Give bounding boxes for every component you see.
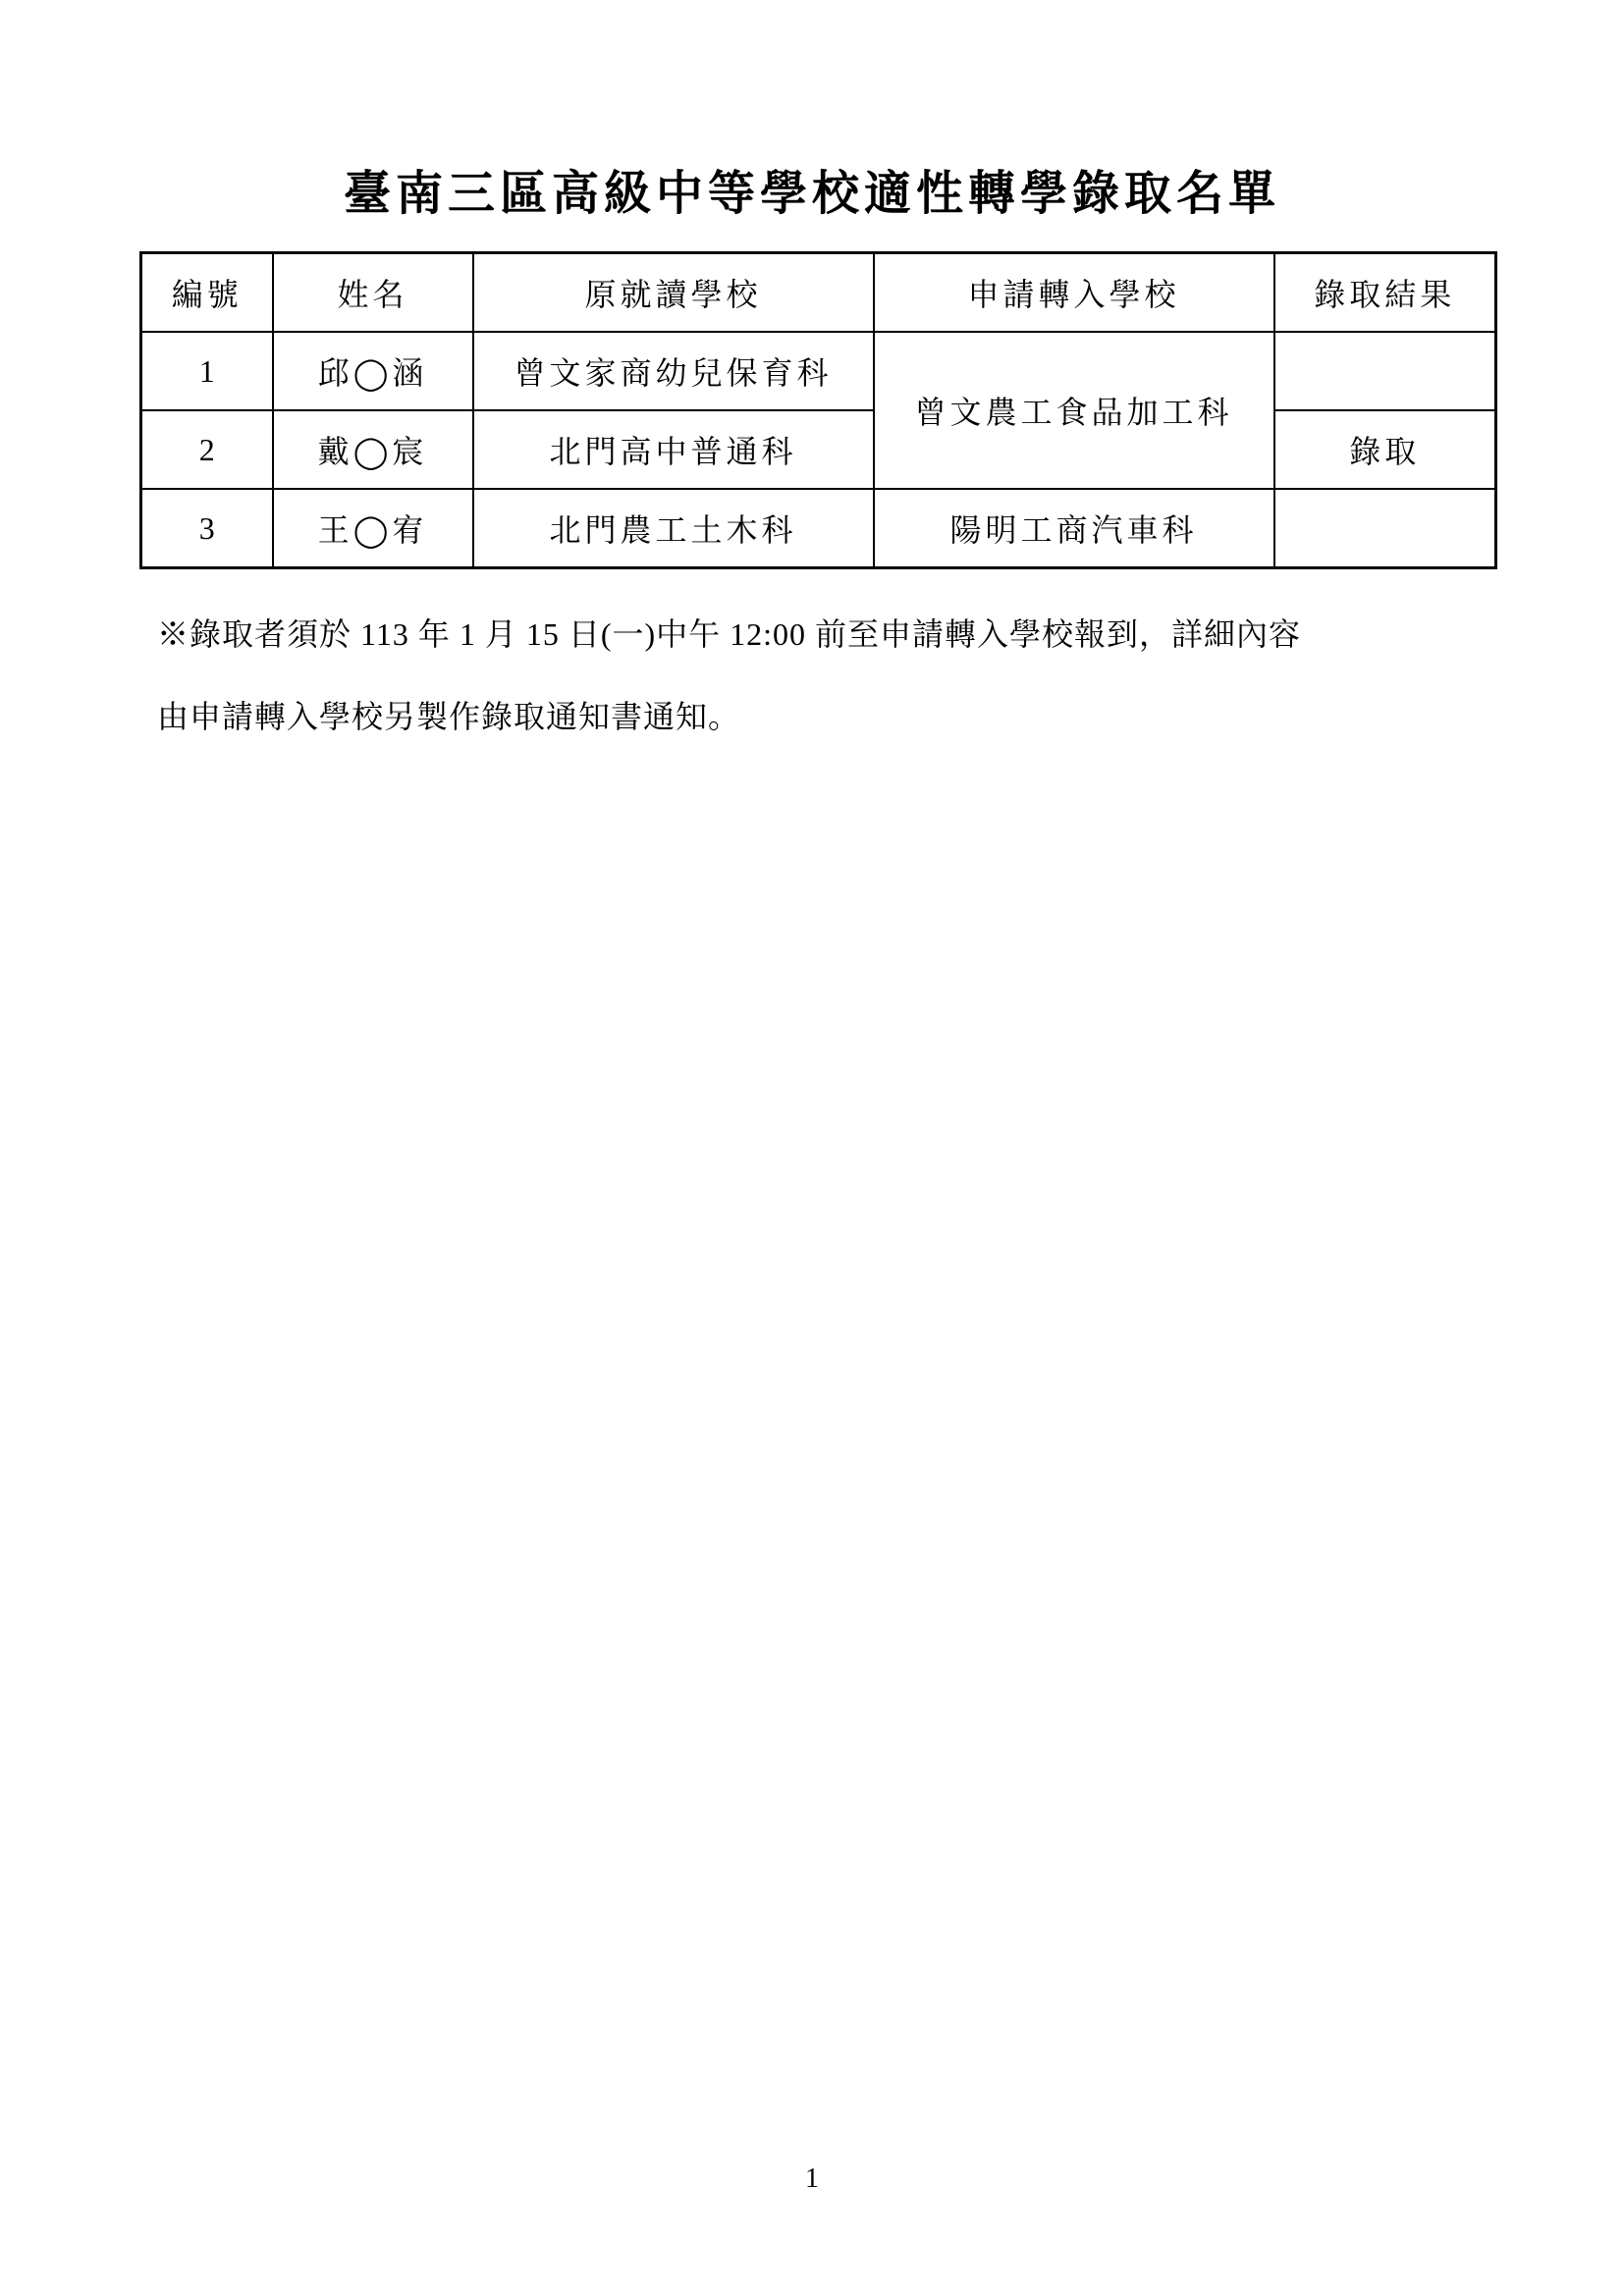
header-name: 姓名 [273, 253, 473, 333]
row-target-school-merged: 曾文農工食品加工科 [874, 332, 1274, 489]
row-name: 邱◯涵 [273, 332, 473, 410]
header-target-school: 申請轉入學校 [874, 253, 1274, 333]
row-number: 1 [141, 332, 273, 410]
row-number: 2 [141, 410, 273, 489]
row-original-school: 北門農工土木科 [473, 489, 874, 568]
row-original-school: 北門高中普通科 [473, 410, 874, 489]
note-line-2: 由申請轉入學校另製作錄取通知書通知。 [157, 699, 741, 734]
page-title: 臺南三區高級中等學校適性轉學錄取名單 [343, 166, 1280, 221]
table-row [141, 332, 1496, 410]
header-original-school: 原就讀學校 [473, 253, 874, 333]
row-original-school: 曾文家商幼兒保育科 [473, 332, 874, 410]
table-row [141, 410, 1496, 489]
header-number: 編號 [141, 253, 273, 333]
note-line-1: ※錄取者須於 113 年 1 月 15 日(一)中午 12:00 前至申請轉入學校報到，詳細內容 [157, 616, 1302, 652]
row-name: 王◯宥 [273, 489, 473, 568]
admission-note [157, 593, 1492, 758]
header-result: 錄取結果 [1274, 253, 1496, 333]
page-number: 1 [805, 2163, 819, 2194]
row-result-empty [1274, 489, 1496, 568]
table-row [141, 489, 1496, 568]
admission-table [139, 251, 1497, 569]
row-result-empty [1274, 332, 1496, 410]
table-header-row [141, 253, 1496, 333]
row-number: 3 [141, 489, 273, 568]
row-target-school: 陽明工商汽車科 [874, 489, 1274, 568]
row-result: 錄取 [1274, 410, 1496, 489]
row-name: 戴◯宸 [273, 410, 473, 489]
